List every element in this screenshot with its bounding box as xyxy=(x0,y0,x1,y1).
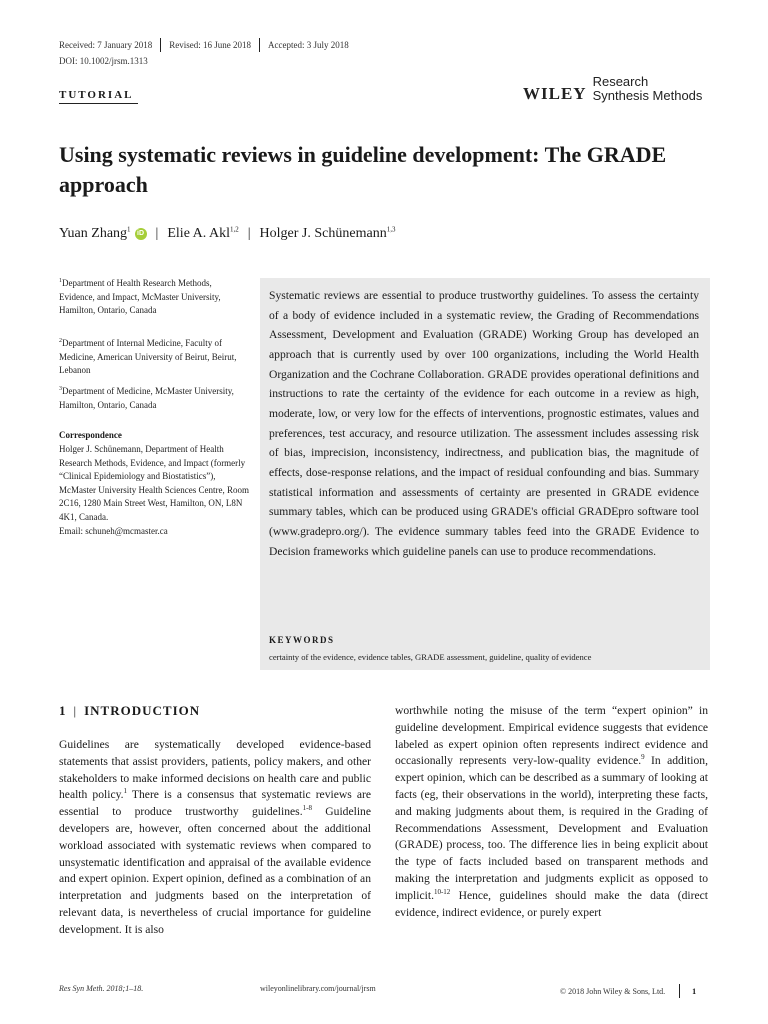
affiliation: $^3$Department of Medicine, McMaster University, Hamilton, Ontario, Canada xyxy=(59,386,234,410)
author-name[interactable]: Yuan Zhang$^1$ xyxy=(59,225,131,241)
accepted-date: Accepted: 3 July 2018 xyxy=(267,40,349,50)
doi[interactable]: DOI: 10.1002/jrsm.1313 xyxy=(59,56,148,66)
affiliation: $^2$Department of Internal Medicine, Faculty of Medicine, American University of Beirut, Beirut, Lebanon xyxy=(59,338,237,376)
journal-logo xyxy=(523,74,702,104)
affiliation: $^1$Department of Health Research Methods, Evidence, and Impact, McMaster University, Hamilton, Ontario, Canada xyxy=(59,278,221,316)
copyright: © 2018 John Wiley & Sons, Ltd. xyxy=(560,986,666,996)
page-number: 1 xyxy=(692,986,697,996)
publisher-name: WILEY xyxy=(523,84,587,103)
keywords-text: certainty of the evidence, evidence tables, GRADE assessment, guideline, quality of evidence xyxy=(269,652,592,662)
separator: | xyxy=(155,226,159,241)
received-date: Received: 7 January 2018 xyxy=(59,40,153,50)
correspondence-text: Holger J. Schünemann, Department of Health Research Methods, Evidence, and Impact (formerly “Clinical Epidemiology and Biostatistics”), McMaster University Health Sciences Centre, Room 2C16, 1280 Main Street West, Hamilton, ON, L8N 4K1, Canada. Email: schuneh@mcmaster.ca xyxy=(59,444,249,536)
author-name[interactable]: Elie A. Akl$^{1,2}$ xyxy=(167,225,239,241)
divider xyxy=(160,38,161,52)
author-list xyxy=(59,226,395,242)
orcid-icon[interactable]: iD xyxy=(135,228,147,240)
citation[interactable]: 10-12 xyxy=(433,887,451,896)
divider xyxy=(679,984,680,998)
body-column-left: Guidelines are systematically developed evidence-based statements that assist providers, patients, policy makers, and other stakeholders to make informed decisions on health care and public health policy.$^1$ There is a consensus that systematic reviews are essential to produce trustworthy guidelines.$^{1-8}$ Guideline developers are, however, often concerned about the additional workload associated with systematic reviews when compared to unsystematic identification and appraisal of the available evidence and expert opinion. Expert opinion, defined as a combination of an interpretation and judgments based on the interpretation of relevant data, is nevertheless of crucial importance for guideline development. It is also xyxy=(59,738,371,936)
abstract-text: Systematic reviews are essential to produce trustworthy guidelines. To assess the certainty of a body of evidence included in a systematic review, the Grading of Recommendations Assessment, Development and Evaluation (GRADE) Working Group has developed an approach that is currently used by over 100 organizations, including the World Health Organization and the Cochrane Collaboration. GRADE provides operational definitions and instructions to rate the certainty of the evidence for each outcome in a review as high, moderate, low, or very low for the effects of interventions, prognostic estimates, values and preferences, test accuracy, and resource utilization. The assessment includes assessing risk of bias, imprecision, inconsistency, indirectness, and publication bias, the magnitude of effects, dose-response relations, and the impact of residual confounding and bias. Summary statistical information and assessments of certainty are presented in GRADE evidence summary tables, which can be produced using GRADE's official GRADEpro software tool (www.gradepro.org/). The evidence summary tables feed into the GRADE Evidence to Decision frameworks which guideline panels can use to produce recommendations. xyxy=(269,289,699,558)
footer-right xyxy=(560,984,696,998)
keywords-heading: KEYWORDS xyxy=(269,635,335,645)
article-type-underline xyxy=(59,103,138,104)
section-heading: 1 | INTRODUCTION xyxy=(59,703,201,718)
journal-name: Research Synthesis Methods xyxy=(592,74,703,103)
footer-url[interactable]: wileyonlinelibrary.com/journal/jrsm xyxy=(260,984,376,993)
separator: | xyxy=(247,226,251,241)
citation[interactable]: 1-8 xyxy=(302,804,312,813)
citation[interactable]: 1 xyxy=(123,787,128,796)
divider xyxy=(259,38,260,52)
article-title: Using systematic reviews in guideline development: The GRADE approach xyxy=(59,142,667,197)
correspondence-email[interactable]: Email: schuneh@mcmaster.ca xyxy=(59,525,168,536)
author-name[interactable]: Holger J. Schünemann$^{1,3}$ xyxy=(259,225,396,241)
citation[interactable]: 9 xyxy=(641,753,645,762)
body-column-right: worthwhile noting the misuse of the term “expert opinion” in guideline development. Empirical evidence suggests that evidence labeled as expert opinion often represents indirect evidence and occasionally represents very-low-quality evidence.$^9$ In addition, expert opinion, which can be described as a summary of looking at facts (eg, their observations in the world), interpreting these facts, and making judgments about them, is required in the Grading of Recommendations Assessment, Development and Evaluation (GRADE) process, too. The difference lies in being explicit about the type of facts included based on transparent methods and making the interpretation and judgments explicit as opposed to implicit.$^{10-12}$ Hence, guidelines should make the data (direct evidence, indirect evidence, or purely expert xyxy=(395,704,708,919)
article-history xyxy=(59,38,349,52)
correspondence-heading: Correspondence xyxy=(59,430,122,440)
article-type: TUTORIAL xyxy=(59,89,134,101)
footer-citation: Res Syn Meth. 2018;1–18. xyxy=(59,984,144,993)
revised-date: Revised: 16 June 2018 xyxy=(169,40,251,50)
